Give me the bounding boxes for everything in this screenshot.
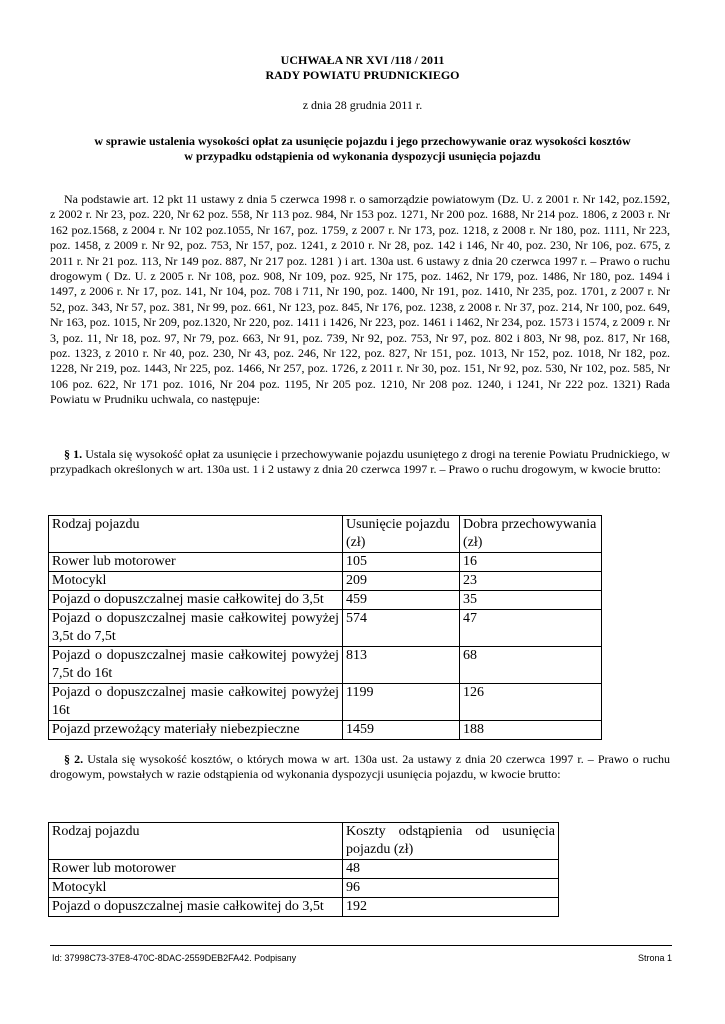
section-2 [50, 752, 670, 783]
cancellation-fee-cell: 192 [343, 898, 559, 917]
storage-fee-cell: 126 [460, 684, 602, 721]
fees-table [48, 515, 602, 740]
table-row [49, 647, 602, 684]
section-2-text: Ustala się wysokość kosztów, o których mowa w art. 130a ust. 2a ustawy z dnia 20 czerwca 1997 r. – Prawo o ruchu drogowym, powstałych w razie odstąpienia od wykonania dyspozycji usunięcia pojazdu, w kwocie brutto: [50, 752, 671, 782]
vehicle-type-cell: Pojazd o dopuszczalnej masie całkowitej do 3,5t [49, 898, 343, 917]
section-1 [50, 447, 670, 478]
table-row [49, 860, 559, 879]
table-header-row [49, 823, 559, 860]
table-row [49, 610, 602, 647]
council-name: RADY POWIATU PRUDNICKIEGO [265, 68, 460, 82]
storage-fee-cell: 47 [460, 610, 602, 647]
subject-line-2: w przypadku odstąpienia od wykonania dyspozycji usunięcia pojazdu [184, 149, 541, 163]
table-row [49, 684, 602, 721]
table-row [49, 591, 602, 610]
removal-fee-cell: 209 [343, 572, 460, 591]
header-cell: Rodzaj pojazdu [49, 823, 343, 860]
vehicle-type-cell: Pojazd o dopuszczalnej masie całkowitej powyżej 7,5t do 16t [49, 647, 343, 684]
vehicle-type-cell: Pojazd o dopuszczalnej masie całkowitej powyżej 3,5t do 7,5t [49, 610, 343, 647]
table-row [49, 879, 559, 898]
storage-fee-cell: 188 [460, 721, 602, 740]
vehicle-type-cell: Rower lub motorower [49, 860, 343, 879]
vehicle-type-cell: Pojazd przewożący materiały niebezpieczne [49, 721, 343, 740]
vehicle-type-cell: Motocykl [49, 572, 343, 591]
table-header-row [49, 516, 602, 553]
vehicle-type-cell: Pojazd o dopuszczalnej masie całkowitej powyżej 16t [49, 684, 343, 721]
vehicle-type-cell: Pojazd o dopuszczalnej masie całkowitej do 3,5t [49, 591, 343, 610]
table-row [49, 898, 559, 917]
resolution-title: UCHWAŁA NR XVI /118 / 2011 [280, 53, 445, 67]
table-row [49, 572, 602, 591]
subject-line-1: w sprawie ustalenia wysokości opłat za usunięcie pojazdu i jego przechowywanie oraz wysokości kosztów [94, 134, 631, 148]
vehicle-type-cell: Motocykl [49, 879, 343, 898]
storage-fee-cell: 16 [460, 553, 602, 572]
removal-fee-cell: 1459 [343, 721, 460, 740]
page-number: Strona 1 [637, 953, 672, 963]
removal-fee-cell: 813 [343, 647, 460, 684]
header-cell: Rodzaj pojazdu [49, 516, 343, 553]
header-cell: Koszty odstąpienia od usunięcia pojazdu (zł) [343, 823, 559, 860]
removal-fee-cell: 574 [343, 610, 460, 647]
cancellation-fee-cell: 48 [343, 860, 559, 879]
storage-fee-cell: 35 [460, 591, 602, 610]
section-2-label: § 2. [64, 752, 84, 766]
cancellation-fees-table [48, 822, 559, 917]
table-row [49, 553, 602, 572]
preamble: Na podstawie art. 12 pkt 11 ustawy z dnia 5 czerwca 1998 r. o samorządzie powiatowym (Dz. U. z 2001 r. Nr 142, poz.1592, z 2002 r. Nr 23, poz. 220, Nr 62 poz. 558, Nr 113 poz. 984, Nr 153 poz. 1271, Nr 200 poz. 1688, Nr 214 poz. 1806, z 2003 r. Nr 162 poz.1568, z 2004 r. Nr 102 poz.1055, Nr 167, poz. 1759, z 2007 r. Nr 173, poz. 1218, z 2008 r. Nr 180, poz. 1111, Nr 223, poz. 1458, z 2009 r. Nr 92, poz. 753, Nr 157, poz. 1241, z 2010 r. Nr 28, poz. 142 i 146, Nr 40, poz. 230, Nr 106, poz. 675, z 2011 r. Nr 21 poz. 113, Nr 149 poz. 887, Nr 217 poz. 1281 ) i art. 130a ust. 6 ustawy z dnia 20 czerwca 1997 r. – Prawo o ruchu drogowym ( Dz. U. z 2005 r. Nr 108, poz. 908, Nr 109, poz. 925, Nr 175, poz. 1462, Nr 179, poz. 1486, Nr 180, poz. 1494 i 1497, z 2006 r. Nr 17, poz. 141, Nr 104, poz. 708 i 711, Nr 190, poz. 1400, Nr 191, poz. 1410, Nr 235, poz. 1701, z 2007 r. Nr 52, poz. 343, Nr 57, poz. 381, Nr 99, poz. 661, Nr 123, poz. 845, Nr 176, poz. 1238, z 2008 r. Nr 37, poz. 214, Nr 100, poz. 649, Nr 163, poz. 1015, Nr 209, poz.1320, Nr 220, poz. 1411 i 1426, Nr 223, poz. 1461 i 1462, Nr 234, poz. 1573 i 1574, z 2009 r. Nr 3, poz. 11, Nr 18, poz. 97, Nr 79, poz. 663, Nr 91, poz. 739, Nr 92, poz. 753, Nr 97, poz. 802 i 803, Nr 98, poz. 817, Nr 168, poz. 1323, z 2010 r. Nr 40, poz. 230, Nr 43, poz. 246, Nr 122, poz. 827, Nr 151, poz. 1013, Nr 152, poz. 1018, Nr 182, poz. 1228, Nr 219, poz. 1443, Nr 225, poz. 1466, Nr 257, poz. 1726, z 2011 r. Nr 30, poz. 151, Nr 92, poz. 530, Nr 102, poz. 585, Nr 106 poz. 622, Nr 171 poz. 1016, Nr 204 poz. 1195, Nr 205 poz. 1210, Nr 208 poz. 1240, i 1241, Nr 222 poz. 1321) Rada Powiatu w Prudniku uchwala, co następuje: [50, 192, 670, 407]
cancellation-fee-cell: 96 [343, 879, 559, 898]
resolution-date: z dnia 28 grudnia 2011 r. [302, 98, 423, 112]
removal-fee-cell: 1199 [343, 684, 460, 721]
removal-fee-cell: 105 [343, 553, 460, 572]
storage-fee-cell: 68 [460, 647, 602, 684]
section-1-text: Ustala się wysokość opłat za usunięcie i przechowywanie pojazdu usuniętego z drogi na terenie Powiatu Prudnickiego, w przypadkach określonych w art. 130a ust. 1 i 2 ustawy z dnia 20 czerwca 1997 r. – Prawo o ruchu drogowym, w kwocie brutto: [50, 447, 671, 477]
header-cell: Usunięcie pojazdu (zł) [343, 516, 460, 553]
footer-divider [50, 945, 672, 946]
section-1-label: § 1. [64, 447, 83, 461]
vehicle-type-cell: Rower lub motorower [49, 553, 343, 572]
storage-fee-cell: 23 [460, 572, 602, 591]
table-row [49, 721, 602, 740]
header-cell: Dobra przechowywania (zł) [460, 516, 602, 553]
removal-fee-cell: 459 [343, 591, 460, 610]
document-id: Id: 37998C73-37E8-470C-8DAC-2559DEB2FA42. Podpisany [52, 953, 297, 963]
